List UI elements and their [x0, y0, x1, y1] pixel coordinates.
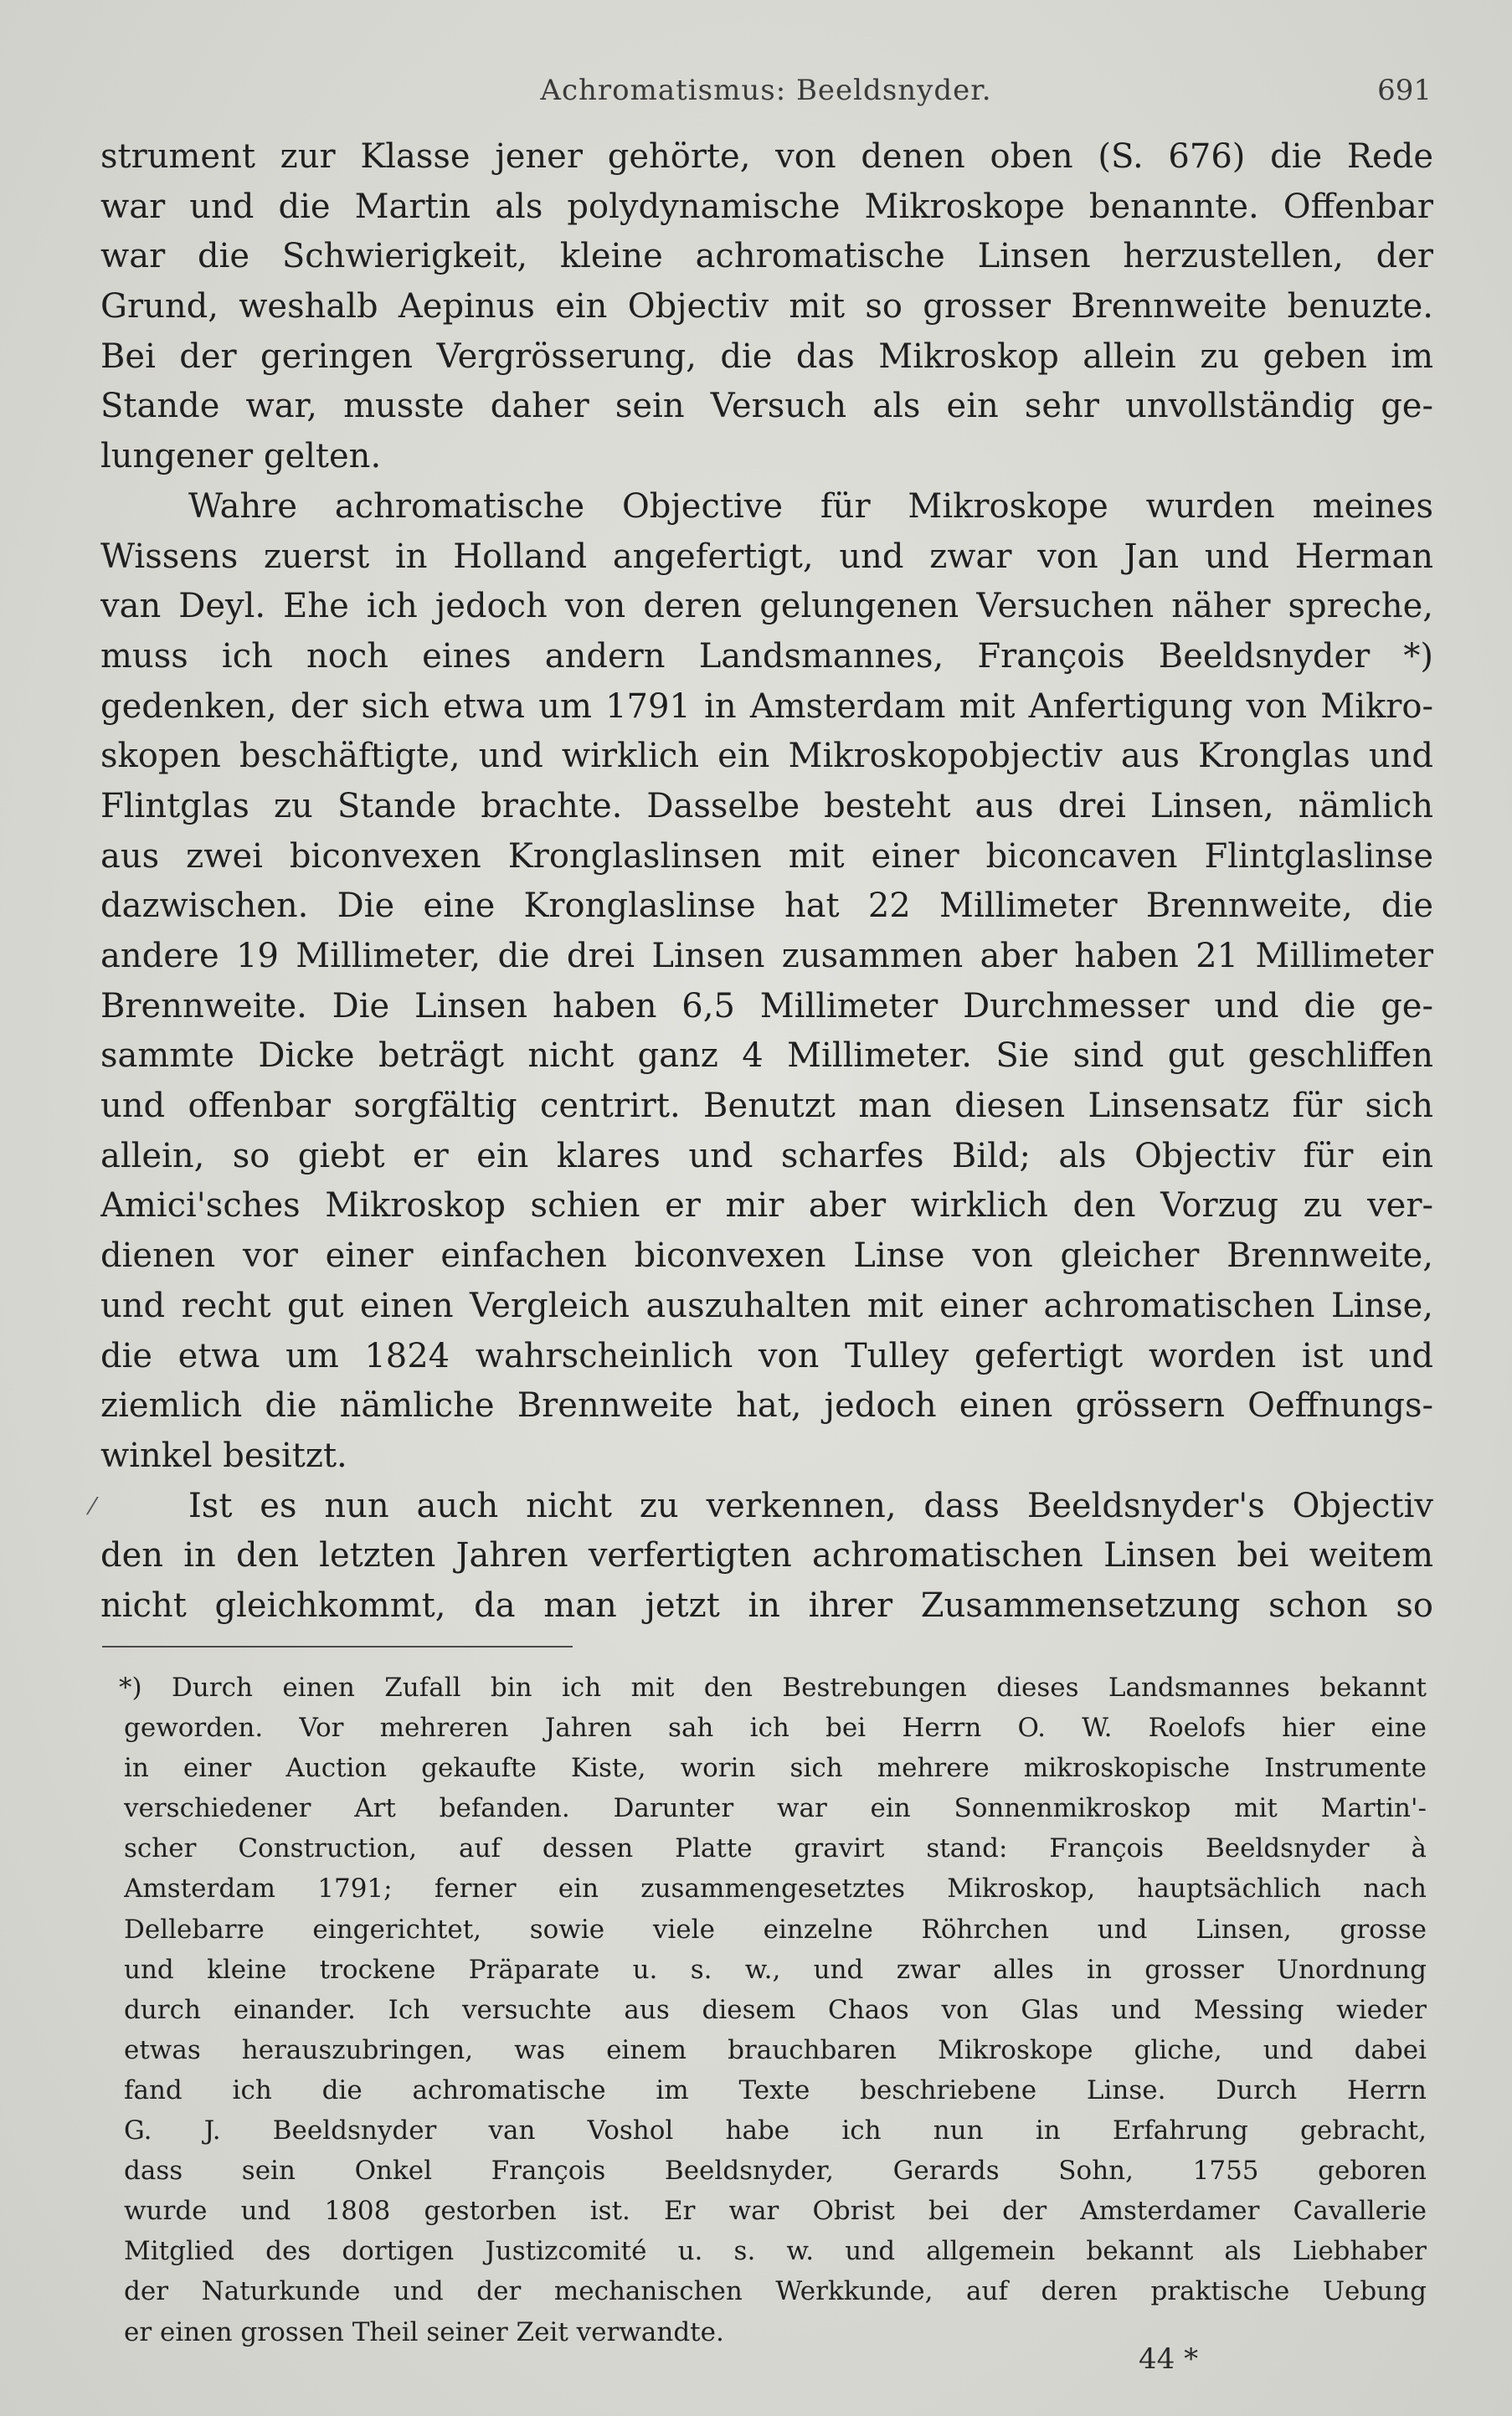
text-line: die etwa um 1824 wahrscheinlich von Tulley gefertigt worden ist und	[100, 1336, 1433, 1375]
footnote	[119, 1668, 1427, 2352]
footnote-line: Mitglied des dortigen Justizcomité u. s. w. und allgemein bekannt als Liebhaber	[124, 2236, 1427, 2267]
text-line: winkel besitzt.	[100, 1436, 347, 1475]
footnote-line: der Naturkunde und der mechanischen Werkkunde, auf deren praktische Uebung	[124, 2276, 1427, 2307]
footnote-line: dass sein Onkel François Beeldsnyder, Gerards Sohn, 1755 geboren	[124, 2156, 1427, 2187]
margin-mark: ⁄	[90, 1493, 95, 1520]
text-line: und offenbar sorgfältig centrirt. Benutzt man diesen Linsensatz für sich	[100, 1087, 1433, 1126]
text-line: dazwischen. Die eine Kronglaslinse hat 22 Millimeter Brennweite, die	[100, 887, 1433, 926]
footnote-line: Dellebarre eingerichtet, sowie viele einzelne Röhrchen und Linsen, grosse	[124, 1914, 1427, 1945]
text-line: sammte Dicke beträgt nicht ganz 4 Millimeter. Sie sind gut geschliffen	[100, 1036, 1433, 1076]
text-line: Flintglas zu Stande brachte. Dasselbe besteht aus drei Linsen, nämlich	[100, 786, 1433, 825]
footnote-line: und kleine trockene Präparate u. s. w., und zwar alles in grosser Unordnung	[124, 1954, 1427, 1985]
text-line: Amici'sches Mikroskop schien er mir aber wirklich den Vorzug zu ver-	[100, 1186, 1433, 1226]
text-line: Bei der geringen Vergrösserung, die das Mikroskop allein zu geben im	[100, 337, 1433, 376]
footnote-divider	[102, 1646, 573, 1648]
text-line: war die Schwierigkeit, kleine achromatische Linsen herzustellen, der	[100, 237, 1433, 276]
text-line: allein, so giebt er ein klares und scharfes Bild; als Objectiv für ein	[100, 1136, 1433, 1175]
text-line: aus zwei biconvexen Kronglaslinsen mit einer biconcaven Flintglaslinse	[100, 836, 1433, 876]
text-line: skopen beschäftigte, und wirklich ein Mikroskopobjectiv aus Kronglas und	[100, 737, 1433, 776]
text-line: dienen vor einer einfachen biconvexen Linse von gleicher Brennweite,	[100, 1236, 1433, 1276]
text-line: lungener gelten.	[100, 437, 382, 476]
text-line: muss ich noch eines andern Landsmannes, François Beeldsnyder *)	[100, 636, 1433, 676]
footnote-line: in einer Auction gekaufte Kiste, worin sich mehrere mikroskopische Instrumente	[124, 1753, 1427, 1784]
page-number: 691	[1377, 74, 1432, 107]
text-line: den in den letzten Jahren verfertigten achromatischen Linsen bei weitem	[100, 1536, 1433, 1576]
text-line: strument zur Klasse jener gehörte, von denen oben (S. 676) die Rede	[100, 137, 1433, 176]
text-line: gedenken, der sich etwa um 1791 in Amsterdam mit Anfertigung von Mikro-	[100, 686, 1433, 726]
text-line: nicht gleichkommt, da man jetzt in ihrer Zusammensetzung schon so	[100, 1586, 1433, 1625]
footnote-line: geworden. Vor mehreren Jahren sah ich bei Herrn O. W. Roelofs hier eine	[124, 1713, 1427, 1744]
signature-mark: 44 *	[1139, 2342, 1199, 2376]
footnote-line: Amsterdam 1791; ferner ein zusammengesetztes Mikroskop, hauptsächlich nach	[124, 1874, 1427, 1905]
text-line: Wahre achromatische Objective für Mikroskope wurden meines	[188, 486, 1433, 526]
text-line: ziemlich die nämliche Brennweite hat, jedoch einen grössern Oeffnungs-	[100, 1386, 1433, 1426]
text-line: van Deyl. Ehe ich jedoch von deren gelungenen Versuchen näher spreche,	[100, 587, 1433, 626]
text-line: war und die Martin als polydynamische Mikroskope benannte. Offenbar	[100, 187, 1433, 226]
text-line: Wissens zuerst in Holland angefertigt, und zwar von Jan und Herman	[100, 537, 1433, 576]
text-line: andere 19 Millimeter, die drei Linsen zusammen aber haben 21 Millimeter	[100, 937, 1433, 975]
running-title: Achromatismus: Beeldsnyder.	[540, 74, 992, 107]
page-header	[100, 74, 1432, 111]
footnote-line: er einen grossen Theil seiner Zeit verwandte.	[124, 2316, 724, 2347]
text-line: Brennweite. Die Linsen haben 6,5 Millimeter Durchmesser und die ge-	[100, 986, 1433, 1026]
footnote-line: verschiedener Art befanden. Darunter war ein Sonnenmikroskop mit Martin'-	[124, 1793, 1427, 1824]
footnote-line: etwas herauszubringen, was einem brauchbaren Mikroskope gliche, und dabei	[124, 2034, 1427, 2065]
main-text	[100, 132, 1433, 1632]
footnote-line: fand ich die achromatische im Texte beschriebene Linse. Durch Herrn	[124, 2074, 1427, 2105]
footnote-line: G. J. Beeldsnyder van Voshol habe ich nun in Erfahrung gebracht,	[124, 2115, 1427, 2146]
text-line: Ist es nun auch nicht zu verkennen, dass Beeldsnyder's Objectiv	[188, 1486, 1433, 1525]
footnote-line: durch einander. Ich versuchte aus diesem Chaos von Glas und Messing wieder	[124, 1994, 1427, 2025]
text-line: Stande war, musste daher sein Versuch als ein sehr unvollständig ge-	[100, 387, 1433, 426]
footnote-line: *) Durch einen Zufall bin ich mit den Bestrebungen dieses Landsmannes bekannt	[119, 1673, 1427, 1703]
footnote-line: wurde und 1808 gestorben ist. Er war Obrist bei der Amsterdamer Cavallerie	[124, 2196, 1427, 2227]
text-line: und recht gut einen Vergleich auszuhalten mit einer achromatischen Linse,	[100, 1286, 1433, 1325]
footnote-line: scher Construction, auf dessen Platte gravirt stand: François Beeldsnyder à	[124, 1833, 1427, 1864]
text-line: Grund, weshalb Aepinus ein Objectiv mit so grosser Brennweite benuzte.	[100, 287, 1433, 326]
